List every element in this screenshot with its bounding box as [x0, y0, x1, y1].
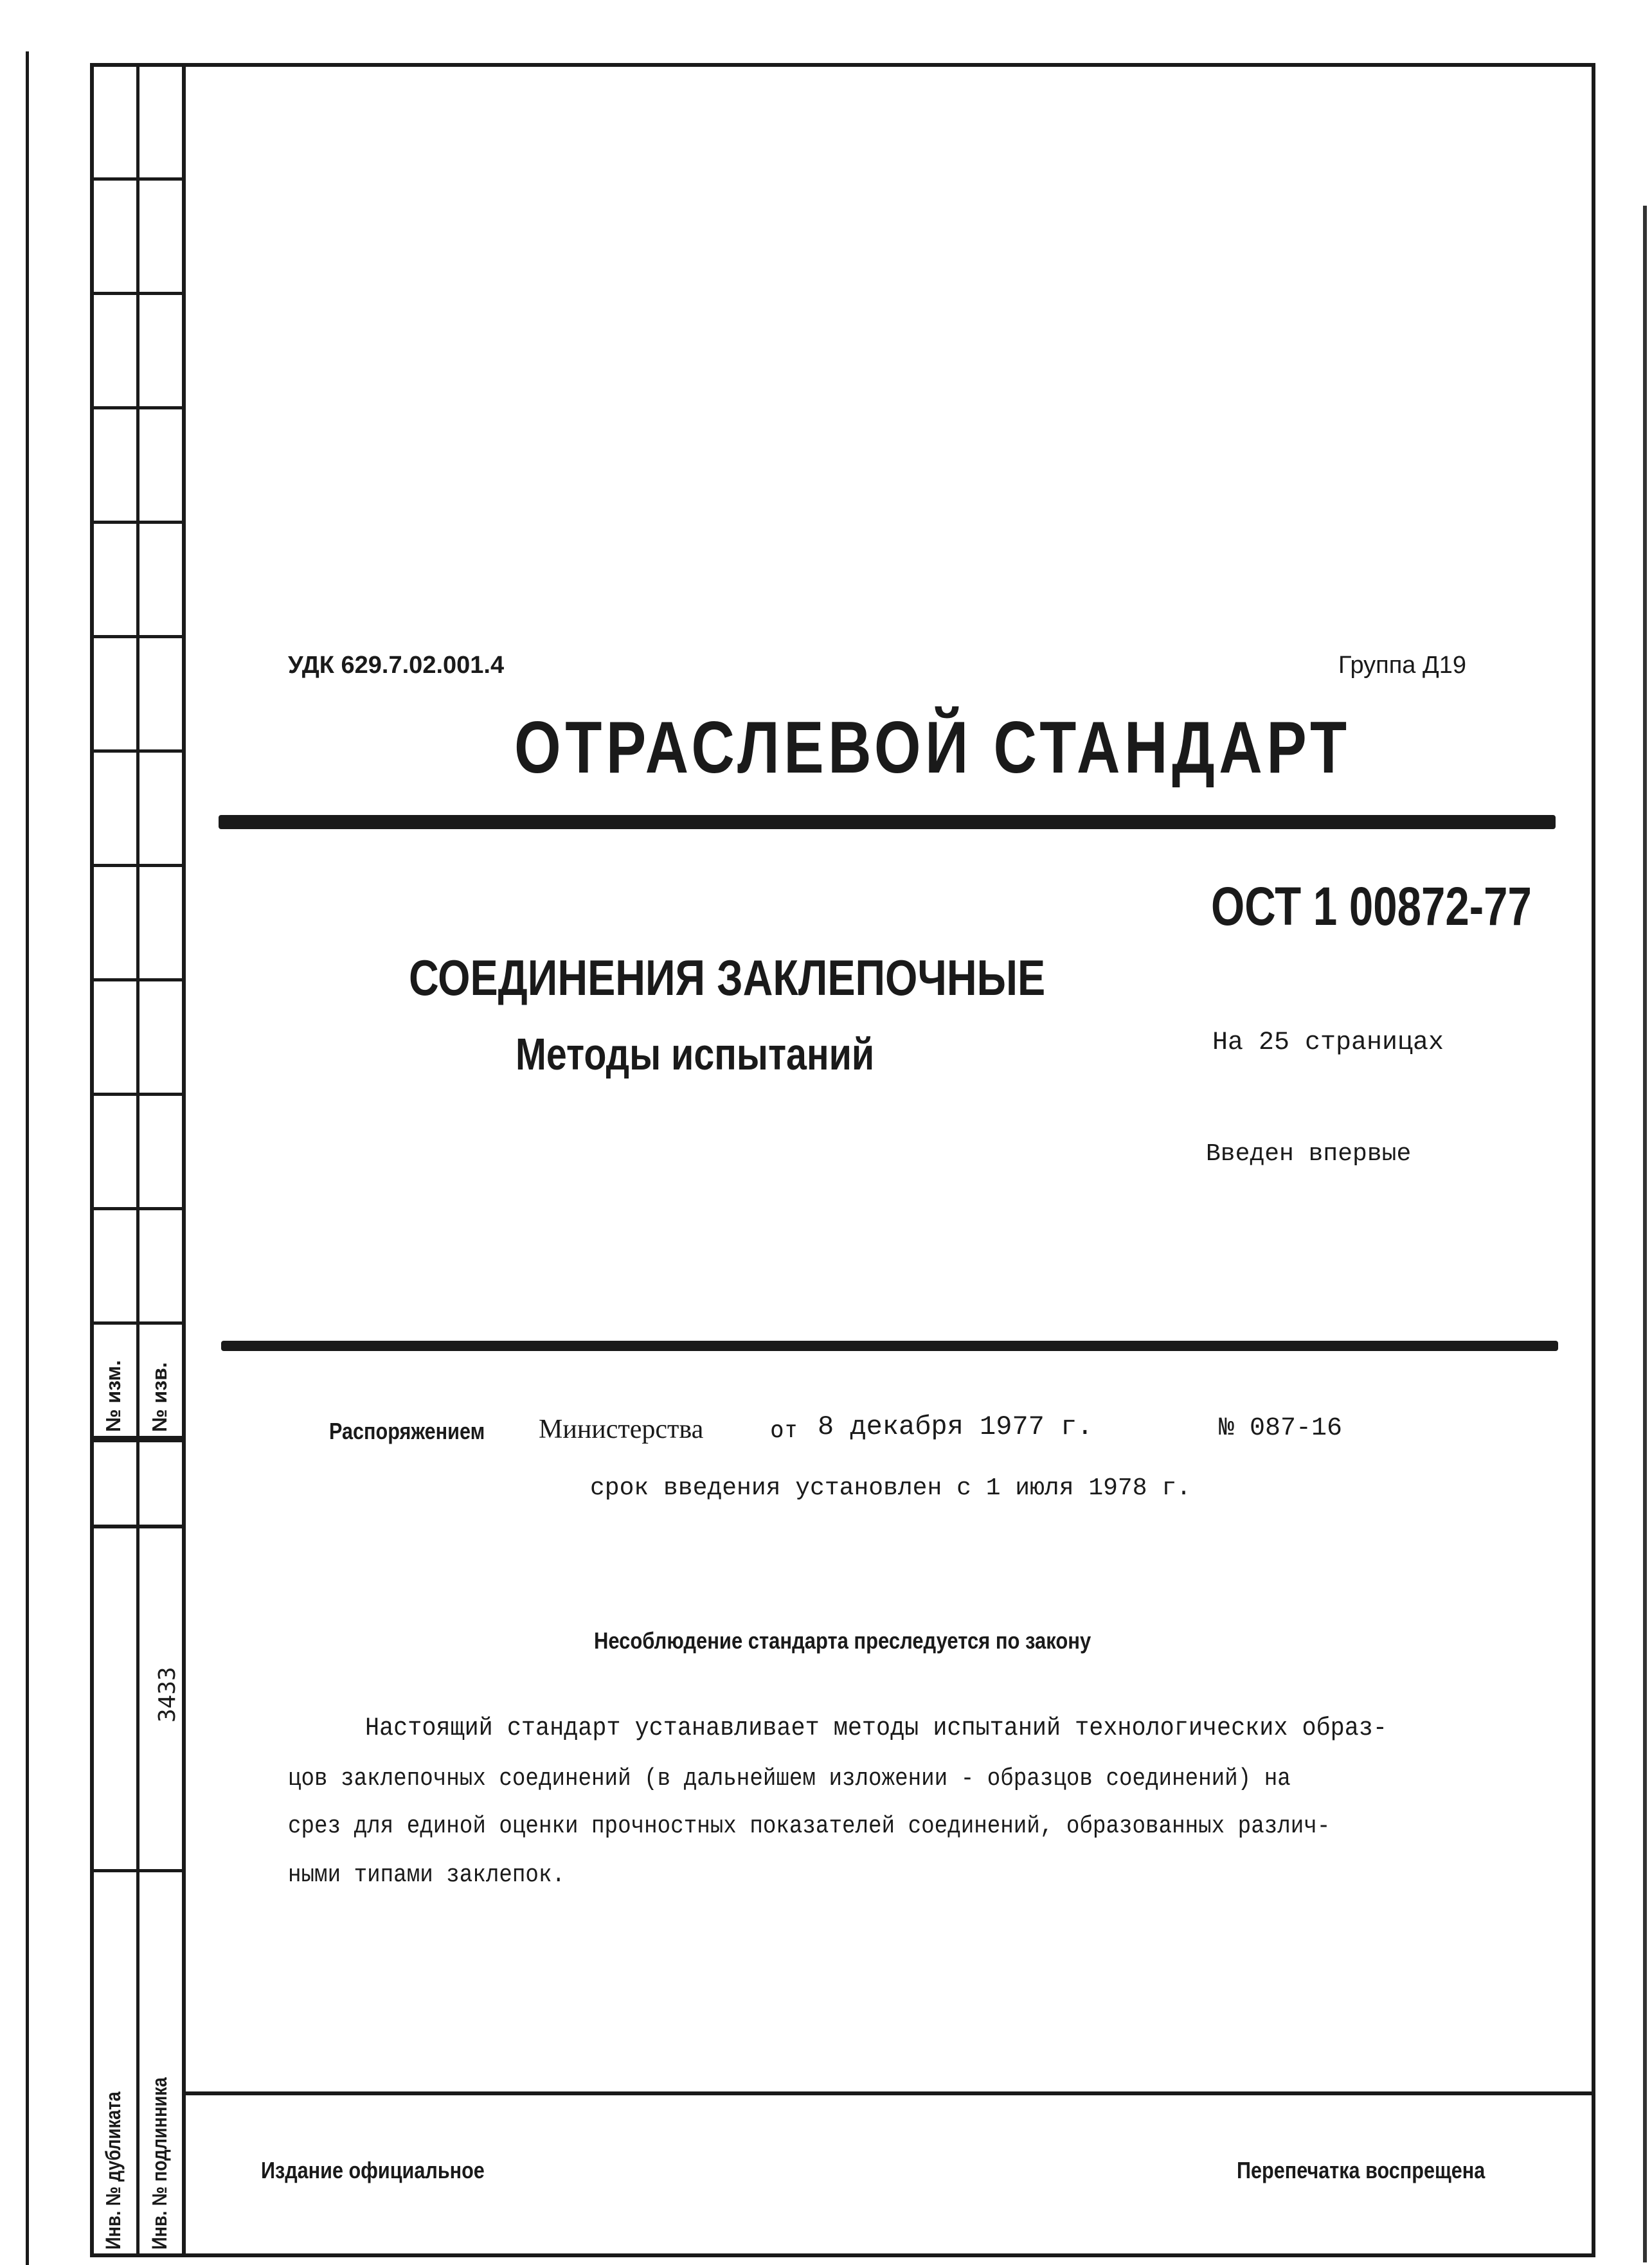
- footer-official-edition: Издание официальное: [261, 2157, 485, 2183]
- stamp-col-line-2: [182, 63, 186, 2257]
- group-code: Группа Д19: [1338, 652, 1466, 679]
- stamp-original-inventory-value: 3433: [154, 1667, 181, 1723]
- effective-date: срок введения установлен с 1 июля 1978 г.: [590, 1474, 1191, 1502]
- binding-line: [26, 51, 29, 2265]
- stamp-row: [90, 177, 184, 181]
- stamp-row: [90, 635, 184, 638]
- stamp-row: [90, 1093, 184, 1096]
- stamp-row: [90, 1437, 184, 1442]
- stamp-row: [90, 521, 184, 524]
- header-rule: [219, 815, 1556, 829]
- page-edge-line: [1643, 206, 1647, 2262]
- stamp-col-line-1: [136, 63, 139, 2257]
- stamp-notice-no: № изв.: [148, 1362, 171, 1432]
- stamp-row: [90, 406, 184, 409]
- intro-line-2: цов заклепочных соединений (в дальнейшем изложении - образцов соединений) на: [288, 1765, 1291, 1793]
- stamp-inv-duplicate: Инв. № дубликата: [102, 2091, 125, 2250]
- stamp-row: [90, 1207, 184, 1210]
- order-rule: [221, 1341, 1558, 1351]
- order-number: № 087-16: [1219, 1414, 1343, 1443]
- stamp-row: [90, 1869, 184, 1872]
- stamp-row: [90, 1321, 184, 1325]
- document-title: ОТРАСЛЕВОЙ СТАНДАРТ: [514, 707, 1351, 789]
- footer-reprint-prohibited: Перепечатка воспрещена: [1237, 2157, 1486, 2183]
- intro-line-4: ными типами заклепок.: [288, 1861, 566, 1889]
- footer-rule: [184, 2091, 1595, 2095]
- stamp-row: [90, 978, 184, 981]
- standard-name: СОЕДИНЕНИЯ ЗАКЛЕПОЧНЫЕ: [409, 949, 1046, 1006]
- order-label: Распоряжением: [329, 1418, 485, 1444]
- order-ministry: Министерства: [539, 1415, 704, 1444]
- order-from: от: [770, 1417, 798, 1443]
- udk-code: УДК 629.7.02.001.4: [288, 652, 505, 679]
- stamp-inv-original: Инв. № подлинника: [148, 2077, 171, 2250]
- standard-subtitle: Методы испытаний: [516, 1029, 875, 1079]
- intro-line-3: срез для единой оценки прочностных показателей соединений, образованных различ-: [288, 1813, 1331, 1840]
- page-count: На 25 страницах: [1212, 1028, 1444, 1057]
- standard-code: ОСТ 1 00872-77: [1211, 876, 1532, 936]
- stamp-row: [90, 292, 184, 295]
- stamp-row: [90, 1525, 184, 1528]
- legal-notice: Несоблюдение стандарта преследуется по закону: [594, 1627, 1091, 1654]
- stamp-change-no: № изм.: [102, 1360, 125, 1432]
- stamp-row: [90, 749, 184, 753]
- stamp-row: [90, 864, 184, 867]
- intro-line-1: Настоящий стандарт устанавливает методы испытаний технологических образ-: [365, 1714, 1388, 1743]
- order-date: 8 декабря 1977 г.: [818, 1411, 1093, 1442]
- introduced-note: Введен впервые: [1206, 1140, 1412, 1168]
